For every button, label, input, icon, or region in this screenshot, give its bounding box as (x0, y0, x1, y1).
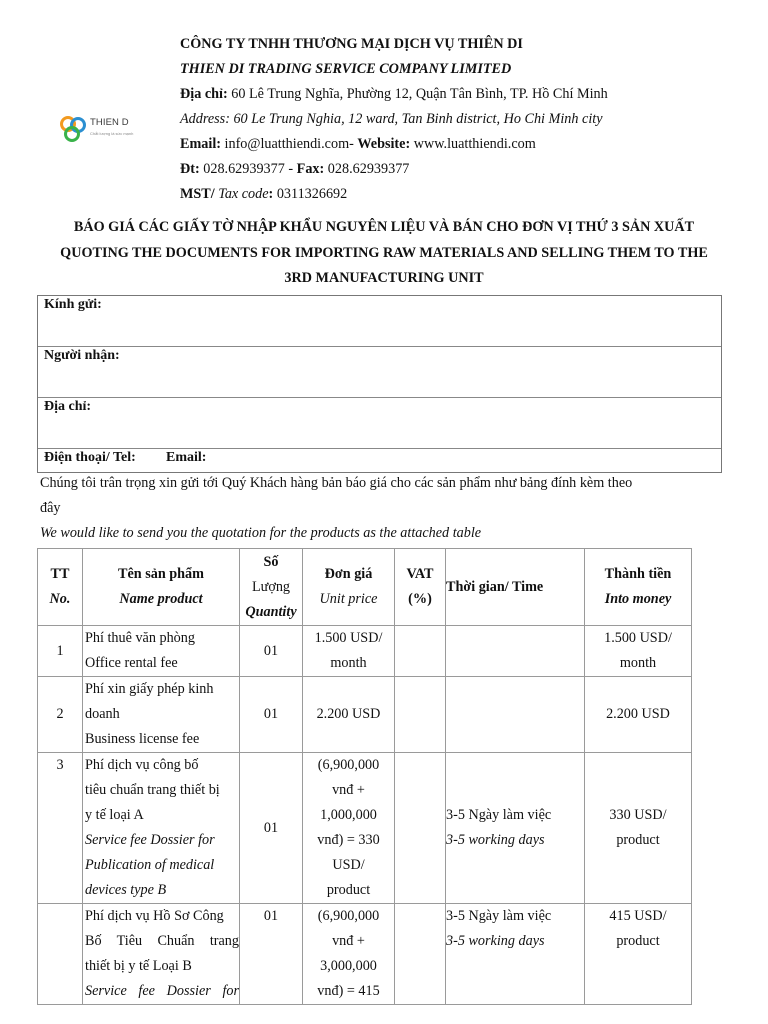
recipient-address-label: Địa chỉ: (44, 399, 92, 414)
table-row (38, 904, 692, 1005)
row-name-line: Phí dịch vụ công bố (85, 757, 199, 773)
row-price-line: month (330, 655, 367, 671)
row-name-line: doanh (85, 706, 120, 722)
tax-value: 0311326692 (273, 186, 348, 202)
intro-en: We would like to send you the quotation for the products as the attached table (40, 525, 482, 541)
row-total-line: 1.500 USD/ (604, 630, 672, 646)
company-address-en: Address: 60 Le Trung Nghia, 12 ward, Tan Binh district, Ho Chi Minh city (180, 111, 603, 127)
row-time-en: 3-5 working days (446, 933, 545, 949)
row-qty: 01 (240, 626, 303, 677)
col-no-en: No. (49, 591, 71, 607)
row-price (303, 904, 395, 1005)
row-price-line: 1,000,000 (320, 807, 377, 823)
phone-value: 028.62939377 - (199, 161, 297, 177)
row-name-line: Office rental fee (85, 655, 178, 671)
company-name-en: THIEN DI TRADING SERVICE COMPANY LIMITED (180, 61, 512, 77)
table-row (38, 626, 692, 677)
row-price-line: vnđ + (332, 933, 365, 949)
col-name-en: Name product (119, 591, 203, 607)
row-total-line: product (616, 933, 660, 949)
row-no: 1 (38, 626, 83, 677)
row-name-line: Bố Tiêu Chuẩn trang (85, 933, 239, 949)
row-name-en-line: Service fee Dossier for (85, 832, 215, 848)
doc-title-vi: BÁO GIÁ CÁC GIẤY TỜ NHẬP KHẨU NGUYÊN LIỆU VÀ BÁN CHO ĐƠN VỊ THỨ 3 SẢN XUẤT (73, 219, 695, 235)
email-value: info@luatthiendi.com- (220, 136, 358, 152)
row-price-line: product (326, 882, 371, 898)
col-price-vi: Đơn giá (324, 566, 373, 582)
row-price-line: (6,900,000 (317, 757, 380, 773)
col-name-header (83, 549, 240, 626)
intro-vi (40, 471, 730, 521)
email-label: Email: (180, 136, 221, 152)
website-value: www.luatthiendi.com (410, 136, 536, 152)
row-price-line: vnđ + (332, 782, 365, 798)
col-price-en: Unit price (319, 591, 378, 607)
table-row (38, 753, 692, 904)
tax-en-label: Tax code (214, 186, 269, 202)
row-total-line: month (619, 655, 657, 671)
recipient-receiver-row (38, 347, 721, 398)
col-price-header (303, 549, 395, 626)
row-price-line: 1.500 USD/ (314, 630, 383, 646)
company-tax (180, 186, 740, 211)
row-name-line: thiết bị y tế Loại B (85, 958, 192, 974)
table-header-row (38, 549, 692, 626)
tax-label: MST/ (180, 186, 215, 202)
col-qty-header (240, 549, 303, 626)
address-label: Địa chỉ: (180, 86, 228, 102)
phone-label: Đt: (180, 161, 200, 177)
website-label: Website: (357, 136, 411, 152)
row-no (38, 904, 83, 1005)
row-name-line: Phí xin giấy phép kinh (85, 681, 214, 697)
row-time-vi: 3-5 Ngày làm việc (446, 908, 552, 924)
row-vat (395, 753, 446, 904)
company-header (180, 36, 740, 211)
col-total-vi: Thành tiền (604, 566, 672, 582)
row-total-line: 330 USD/ (609, 807, 667, 823)
row-vat (395, 904, 446, 1005)
logo-tagline: Chắt lượng là sức mạnh (90, 131, 134, 136)
fax-value: 028.62939377 (324, 161, 410, 177)
row-time (446, 753, 585, 904)
row-time-en: 3-5 working days (446, 832, 545, 848)
row-qty: 01 (240, 753, 303, 904)
recipient-receiver-label: Người nhận: (44, 348, 120, 363)
row-no: 2 (38, 677, 83, 753)
row-total (585, 626, 692, 677)
logo-brand: THIEN D (90, 117, 129, 128)
col-time-header (446, 549, 585, 626)
row-time (446, 626, 585, 677)
row-name-line: tiêu chuẩn trang thiết bị (85, 782, 220, 798)
intro-vi-line1: Chúng tôi trân trọng xin gửi tới Quý Khách hàng bản báo giá cho các sản phẩm như bảng đính kèm theo (40, 475, 633, 491)
row-price-line: vnđ) = 415 (317, 983, 380, 999)
row-price-line: (6,900,000 (317, 908, 380, 924)
address-vi-value: 60 Lê Trung Nghĩa, Phường 12, Quận Tân Bình, TP. Hồ Chí Minh (227, 86, 608, 102)
recipient-email-label: Email: (166, 450, 207, 465)
col-vat-1: VAT (406, 566, 434, 582)
col-qty-en: Quantity (245, 603, 297, 620)
row-time (446, 904, 585, 1005)
col-qty-vi1: Số (263, 553, 279, 570)
tax-colon: : (268, 186, 274, 202)
company-name-vi: CÔNG TY TNHH THƯƠNG MẠI DỊCH VỤ THIÊN DI (180, 36, 523, 52)
doc-title-en-2: 3RD MANUFACTURING UNIT (284, 270, 484, 286)
row-name-en-line: Publication of medical (85, 857, 215, 873)
row-total-line: 415 USD/ (609, 908, 667, 924)
recipient-contact-row (38, 449, 721, 473)
row-price (303, 753, 395, 904)
table-row (38, 677, 692, 753)
col-total-en: Into money (604, 591, 672, 607)
intro-vi-line2: đây (40, 500, 61, 516)
recipient-phone-label: Điện thoại/ Tel: (44, 450, 136, 465)
row-name (83, 904, 240, 1005)
row-price-line: 3,000,000 (320, 958, 377, 974)
logo-mark-icon (58, 114, 88, 144)
row-qty: 01 (240, 904, 303, 1005)
fax-label: Fax: (296, 161, 325, 177)
row-name (83, 626, 240, 677)
company-logo (58, 112, 140, 146)
recipient-box (37, 295, 722, 473)
row-vat (395, 626, 446, 677)
col-total-header (585, 549, 692, 626)
doc-title-en-1: QUOTING THE DOCUMENTS FOR IMPORTING RAW MATERIALS AND SELLING THEM TO THE (60, 245, 708, 261)
col-vat-2: (%) (408, 591, 432, 607)
row-name-line: Phí thuê văn phòng (85, 630, 195, 646)
row-no: 3 (38, 753, 83, 904)
row-price-line: vnđ) = 330 (317, 832, 380, 848)
row-total: 2.200 USD (585, 677, 692, 753)
col-time-label: Thời gian/ Time (446, 578, 544, 595)
recipient-to-label: Kính gửi: (44, 297, 102, 312)
row-name-en-line: devices type B (85, 882, 167, 898)
recipient-address-row (38, 398, 721, 449)
row-total (585, 753, 692, 904)
row-name-line: y tế loại A (85, 807, 144, 823)
row-qty: 01 (240, 677, 303, 753)
row-price (303, 626, 395, 677)
quotation-table (37, 548, 692, 1005)
row-price-line: USD/ (332, 857, 365, 873)
col-no-header (38, 549, 83, 626)
company-contact (180, 136, 740, 161)
company-phone (180, 161, 740, 186)
row-total-line: product (616, 832, 660, 848)
row-price: 2.200 USD (303, 677, 395, 753)
row-name (83, 677, 240, 753)
company-address-vi (180, 86, 740, 111)
row-name-line: Phí dịch vụ Hồ Sơ Công (85, 908, 224, 924)
col-no-vi: TT (50, 566, 70, 582)
row-time (446, 677, 585, 753)
recipient-to-row (38, 296, 721, 347)
col-name-vi: Tên sản phẩm (118, 566, 204, 582)
col-qty-vi2: Lượng (251, 578, 291, 595)
row-name-line: Business license fee (85, 731, 200, 747)
row-time-vi: 3-5 Ngày làm việc (446, 807, 552, 823)
row-name (83, 753, 240, 904)
row-total (585, 904, 692, 1005)
row-name-en-line: Service fee Dossier for (85, 983, 239, 999)
col-vat-header (395, 549, 446, 626)
row-vat (395, 677, 446, 753)
